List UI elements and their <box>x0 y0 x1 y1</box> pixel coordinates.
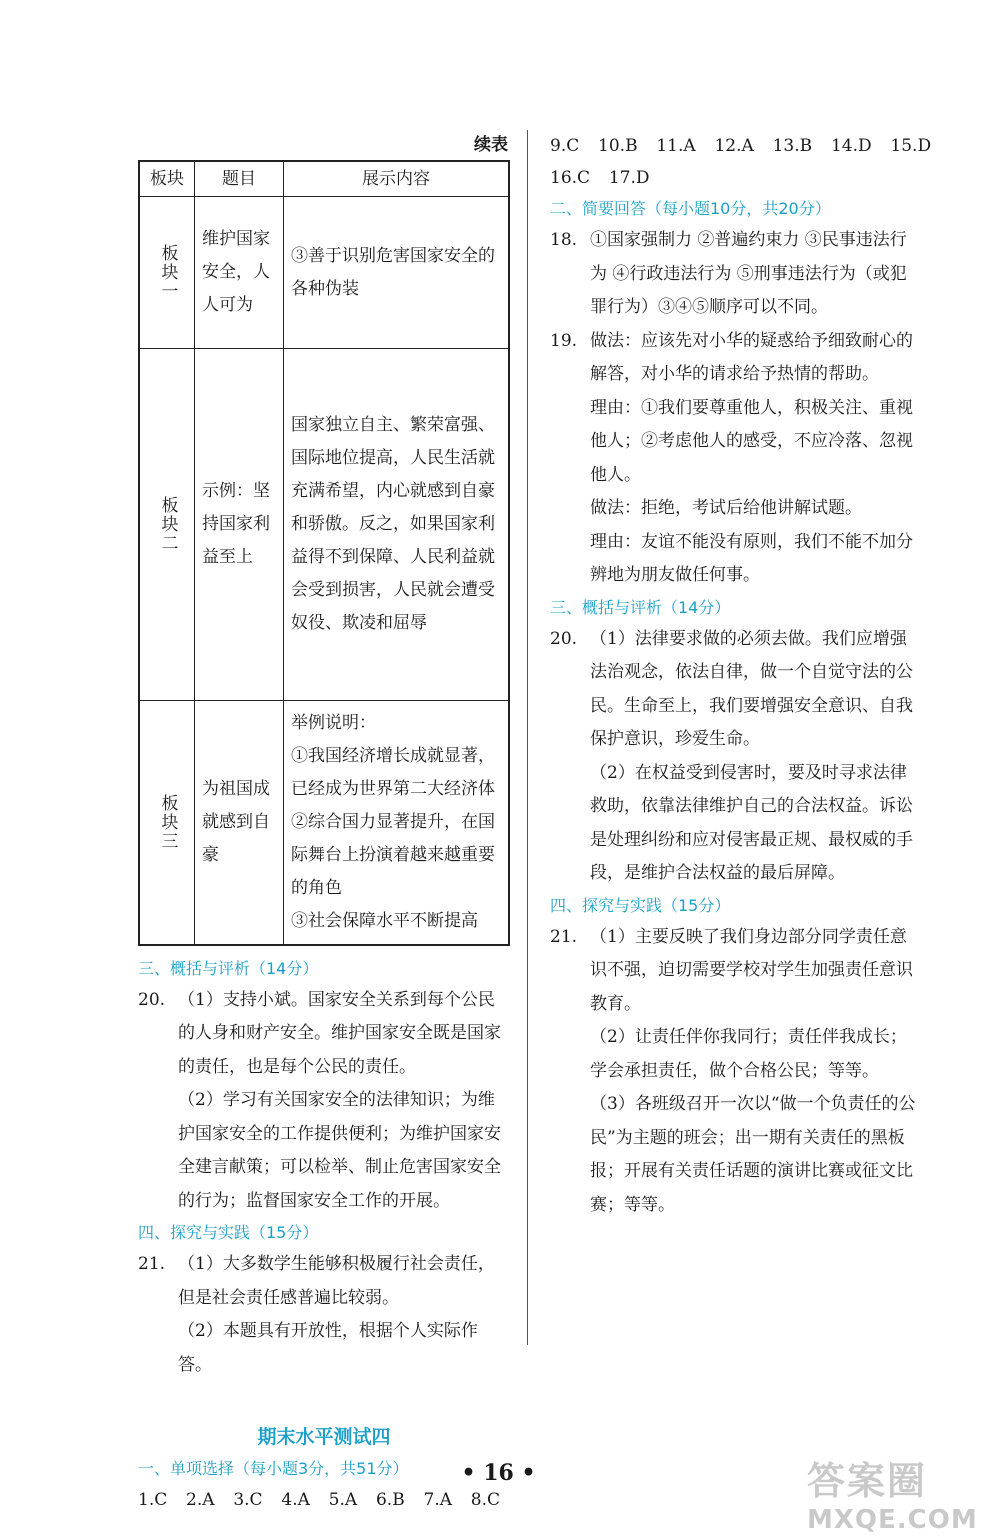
answer-paragraph: 做法：应该先对小华的疑惑给予细致耐心的解答，对小华的请求给予热情的帮助。 <box>590 330 913 384</box>
section-heading: 一、单项选择（每小题3分，共51分） <box>138 1459 409 1478</box>
answer-paragraph: （2）让责任伴你我同行；责任伴我成长；学会承担责任，做个合格公民；等等。 <box>590 1027 907 1081</box>
topic-cell: 维护国家安全，人人可为 <box>195 197 284 349</box>
content-cell: 国家独立自主、繁荣富强、国际地位提高，人民生活就充满希望，内心就感到自豪和骄傲。反之，如果国家利益得不到保障、人民利益就会受到损害，人民就会遭受奴役、欺凌和屈辱 <box>284 349 510 701</box>
table-row <box>139 701 509 945</box>
answer-table <box>138 160 510 946</box>
answer-paragraph: （2）学习有关国家安全的法律知识；为维护国家安全的工作提供便利；为维护国家安全建言献策；可以检举、制止危害国家安全的行为；监督国家安全工作的开展。 <box>178 1090 501 1211</box>
question-number: 18. <box>550 230 578 250</box>
left-column <box>138 130 510 1516</box>
header-topic: 题目 <box>195 161 284 197</box>
block-label: 板块二 <box>157 496 178 553</box>
question-18 <box>550 224 922 325</box>
section-heading: 四、探究与实践（15分） <box>550 895 731 915</box>
question-number: 20. <box>138 989 166 1010</box>
answer-paragraph: （1）主要反映了我们身边部分同学责任意识不强，迫切需要学校对学生加强责任意识教育。 <box>590 926 913 1014</box>
right-column <box>550 130 932 1222</box>
header-block: 板块 <box>139 161 195 197</box>
watermark-top: 答案圈 <box>807 1459 928 1503</box>
block-label: 板块三 <box>157 793 178 851</box>
column-divider <box>527 130 528 1345</box>
question-20 <box>550 623 922 891</box>
question-21 <box>550 921 922 1223</box>
section-heading: 三、概括与评析（14分） <box>138 958 319 978</box>
answer-paragraph: 做法：拒绝，考试后给他讲解试题。 <box>590 498 862 518</box>
answer-paragraph: 理由：①我们要尊重他人，积极关注、重视他人；②考虑他人的感受，不应冷落、忽视他人。 <box>590 397 913 485</box>
answer-paragraph: （1）法律要求做的必须去做。我们应增强法治观念，依法自律，做一个自觉守法的公民。生命至上，我们要增强安全意识、自我保护意识，珍爱生命。 <box>590 628 913 749</box>
question-number: 21. <box>550 926 578 947</box>
question-number: 21. <box>138 1254 166 1274</box>
section-heading: 三、概括与评析（14分） <box>550 597 731 617</box>
watermark-logo <box>807 1450 978 1535</box>
question-21 <box>138 1248 510 1382</box>
answer-paragraph: ①国家强制力 ②普遍约束力 ③民事违法行为 ④行政违法行为 ⑤刑事违法行为（或犯罪行为）③④⑤顺序可以不同。 <box>590 230 907 317</box>
continued-label: 续表 <box>474 135 508 155</box>
block-label: 板块一 <box>157 244 178 301</box>
section-heading: 二、简要回答（每小题10分，共20分） <box>550 199 831 218</box>
answer-paragraph: （1）大多数学生能够积极履行社会责任，但是社会责任感普遍比较弱。 <box>178 1254 495 1308</box>
question-number: 19. <box>550 330 578 351</box>
page-number: • 16 • <box>461 1460 536 1486</box>
question-20 <box>138 984 510 1219</box>
content-cell: 举例说明： ①我国经济增长成就显著，已经成为世界第二大经济体 ②综合国力显著提升，在国际舞台上扮演着越来越重要的角色 ③社会保障水平不断提高 <box>284 701 510 945</box>
table-row <box>139 349 509 701</box>
topic-cell: 为祖国成就感到自豪 <box>195 701 284 945</box>
topic-cell: 示例：坚持国家利益至上 <box>195 349 284 701</box>
answer-paragraph: （3）各班级召开一次以“做一个负责任的公民”为主题的班会；出一期有关责任的黑板报；开展有关责任话题的演讲比赛或征文比赛；等等。 <box>590 1094 916 1215</box>
watermark-bottom: MXQE.COM <box>807 1505 978 1535</box>
section-heading: 四、探究与实践（15分） <box>138 1223 319 1242</box>
exam-title: 期末水平测试四 <box>257 1426 391 1448</box>
answer-paragraph: （2）本题具有开放性，根据个人实际作答。 <box>178 1321 478 1375</box>
question-19 <box>550 325 922 593</box>
answer-paragraph: （2）在权益受到侵害时，要及时寻求法律救助，依靠法律维护自己的合法权益。诉讼是处理纠纷和应对侵害最正规、最权威的手段，是维护合法权益的最后屏障。 <box>590 762 913 883</box>
table-header-row <box>139 161 509 197</box>
table-row <box>139 197 509 349</box>
mc-answers: 16.C 17.D <box>550 168 650 188</box>
question-number: 20. <box>550 628 578 649</box>
answer-paragraph: 理由：友谊不能没有原则，我们不能不加分辨地为朋友做任何事。 <box>590 531 913 585</box>
content-cell: ③善于识别危害国家安全的各种伪装 <box>284 197 510 349</box>
header-content: 展示内容 <box>284 161 510 197</box>
answer-paragraph: （1）支持小斌。国家安全关系到每个公民的人身和财产安全。维护国家安全既是国家的责任，也是每个公民的责任。 <box>178 989 501 1077</box>
mc-answers: 1.C 2.A 3.C 4.A 5.A 6.B 7.A 8.C <box>138 1490 501 1510</box>
mc-answers: 9.C 10.B 11.A 12.A 13.B 14.D 15.D <box>550 136 932 156</box>
